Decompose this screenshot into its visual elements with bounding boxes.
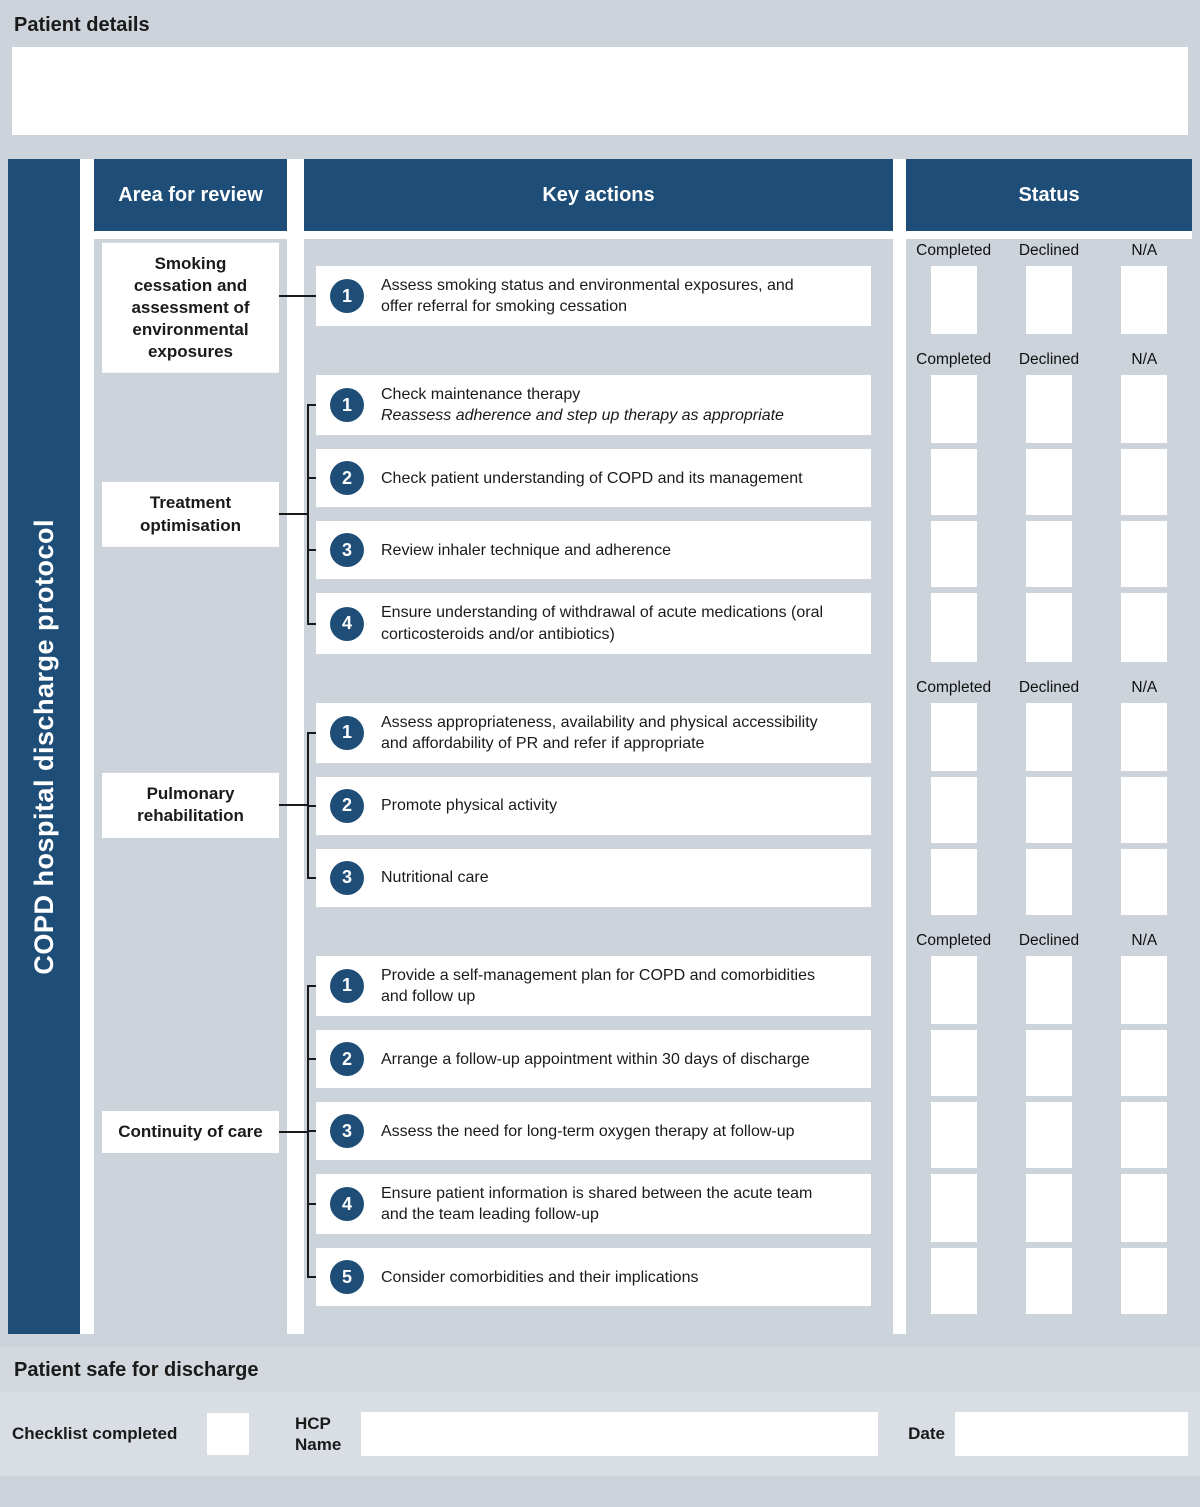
checkbox-declined[interactable] — [1026, 1174, 1072, 1242]
status-header: Status — [906, 159, 1192, 231]
checkbox-na[interactable] — [1121, 703, 1167, 771]
status-option-completed: Completed — [916, 678, 992, 696]
action-text: Check maintenance therapy Reassess adherence and step up therapy as appropriate — [381, 386, 784, 425]
date-label: Date — [908, 1424, 945, 1444]
connector-line — [307, 404, 309, 624]
action-item — [316, 849, 871, 907]
protocol-title: COPD hospital discharge protocol — [28, 518, 59, 975]
checkbox-na[interactable] — [1121, 375, 1167, 443]
action-number-badge: 4 — [330, 1187, 364, 1221]
protocol-table — [8, 159, 1192, 1334]
action-number-badge: 2 — [330, 789, 364, 823]
action-item — [316, 593, 871, 653]
section-treatment-optimisation — [94, 348, 1192, 667]
action-number-badge: 3 — [330, 533, 364, 567]
action-number-badge: 2 — [330, 461, 364, 495]
checkbox-completed[interactable] — [931, 521, 977, 587]
action-text: Review inhaler technique and adherence — [381, 541, 671, 559]
status-checkbox-row — [906, 1174, 1192, 1242]
status-checkbox-row — [906, 593, 1192, 661]
checkbox-na[interactable] — [1121, 1174, 1167, 1242]
checkbox-declined[interactable] — [1026, 1030, 1072, 1096]
checkbox-na[interactable] — [1121, 593, 1167, 661]
status-checkbox-row — [906, 266, 1192, 334]
checkbox-na[interactable] — [1121, 849, 1167, 915]
checkbox-completed[interactable] — [931, 777, 977, 843]
protocol-sidebar — [8, 159, 80, 1334]
status-options-row — [906, 348, 1192, 375]
checkbox-completed[interactable] — [931, 1102, 977, 1168]
status-option-na: N/A — [1131, 242, 1158, 259]
checklist-completed-label: Checklist completed — [12, 1424, 178, 1444]
hcp-name-label: HCP Name — [295, 1414, 342, 1455]
status-checkbox-row — [906, 1030, 1192, 1096]
action-number-badge: 1 — [330, 279, 364, 313]
status-checkbox-row — [906, 777, 1192, 843]
action-text: Consider comorbidities and their implications — [381, 1268, 699, 1286]
section-continuity-of-care — [94, 929, 1192, 1320]
checkbox-declined[interactable] — [1026, 449, 1072, 515]
action-text: Assess smoking status and environmental exposures, and offer referral for smoking cessation — [381, 277, 794, 316]
checkbox-completed[interactable] — [931, 703, 977, 771]
section-pulmonary-rehabilitation — [94, 676, 1192, 921]
checkbox-completed[interactable] — [931, 956, 977, 1024]
status-option-na: N/A — [1131, 351, 1158, 369]
checkbox-na[interactable] — [1121, 1030, 1167, 1096]
action-text: Assess the need for long-term oxygen therapy at follow-up — [381, 1122, 795, 1140]
action-text: Promote physical activity — [381, 797, 558, 815]
area-label: Smoking cessation and assessment of environmental exposures — [102, 243, 279, 373]
checkbox-na[interactable] — [1121, 521, 1167, 587]
protocol-content — [94, 159, 1192, 1334]
action-item — [316, 375, 871, 435]
action-number-badge: 5 — [330, 1260, 364, 1294]
checkbox-na[interactable] — [1121, 956, 1167, 1024]
action-item — [316, 266, 871, 326]
action-text: Provide a self-management plan for COPD and comorbidities and follow up — [381, 966, 815, 1005]
status-option-declined: Declined — [1018, 678, 1080, 696]
checkbox-completed[interactable] — [931, 1030, 977, 1096]
checkbox-na[interactable] — [1121, 449, 1167, 515]
key-actions-header: Key actions — [304, 159, 893, 231]
status-option-completed: Completed — [916, 931, 992, 949]
checkbox-declined[interactable] — [1026, 521, 1072, 587]
status-option-completed: Completed — [916, 351, 992, 369]
action-number-badge: 1 — [330, 388, 364, 422]
checkbox-completed[interactable] — [931, 375, 977, 443]
sections — [94, 239, 1192, 1334]
action-item — [316, 703, 871, 763]
date-input[interactable] — [955, 1412, 1188, 1456]
status-checkbox-row — [906, 449, 1192, 515]
checkbox-declined[interactable] — [1026, 956, 1072, 1024]
checkbox-na[interactable] — [1121, 1248, 1167, 1314]
patient-details-section — [0, 0, 1200, 135]
checkbox-completed[interactable] — [931, 1174, 977, 1242]
area-label: Continuity of care — [102, 1111, 279, 1153]
status-checkbox-row — [906, 1248, 1192, 1314]
status-checkbox-row — [906, 703, 1192, 771]
connector-line — [274, 513, 309, 515]
action-text: Ensure understanding of withdrawal of acute medications (oral corticosteroids and/or antibiotics) — [381, 604, 824, 643]
action-item — [316, 521, 871, 579]
checkbox-declined[interactable] — [1026, 849, 1072, 915]
checkbox-completed[interactable] — [931, 1248, 977, 1314]
action-number-badge: 4 — [330, 607, 364, 641]
action-text: Ensure patient information is shared between the acute team and the team leading follow-up — [381, 1185, 813, 1224]
action-text: Nutritional care — [381, 869, 489, 887]
action-item — [316, 777, 871, 835]
action-item — [316, 1248, 871, 1306]
area-label: Treatment optimisation — [102, 482, 279, 546]
status-checkbox-row — [906, 956, 1192, 1024]
status-checkbox-row — [906, 521, 1192, 587]
status-checkbox-row — [906, 849, 1192, 915]
action-item — [316, 1030, 871, 1088]
hcp-name-input[interactable] — [361, 1412, 878, 1456]
status-checkbox-row — [906, 375, 1192, 443]
footer-title: Patient safe for discharge — [14, 1359, 259, 1382]
checkbox-na[interactable] — [1121, 266, 1167, 334]
action-number-badge: 3 — [330, 1114, 364, 1148]
patient-details-title: Patient details — [14, 14, 150, 36]
checkbox-na[interactable] — [1121, 777, 1167, 843]
connector-line — [274, 804, 309, 806]
connector-line — [274, 1131, 309, 1133]
action-item — [316, 956, 871, 1016]
status-option-na: N/A — [1131, 678, 1158, 696]
action-item — [316, 1174, 871, 1234]
action-number-badge: 2 — [330, 1042, 364, 1076]
checkbox-declined[interactable] — [1026, 703, 1072, 771]
status-option-completed: Completed — [916, 242, 992, 259]
checkbox-declined[interactable] — [1026, 777, 1072, 843]
action-number-badge: 3 — [330, 861, 364, 895]
footer-discharge-section — [0, 1347, 1200, 1476]
checkbox-declined[interactable] — [1026, 266, 1072, 334]
action-number-badge: 1 — [330, 716, 364, 750]
action-text: Assess appropriateness, availability and physical accessibility and affordability of PR and refer if appropriate — [381, 713, 818, 752]
action-text: Check patient understanding of COPD and its management — [381, 469, 803, 487]
checkbox-completed[interactable] — [931, 849, 977, 915]
status-option-declined: Declined — [1018, 931, 1080, 949]
status-options-row — [906, 676, 1192, 703]
status-option-declined: Declined — [1018, 351, 1080, 369]
column-headers — [94, 159, 1192, 231]
action-number-badge: 1 — [330, 969, 364, 1003]
checkbox-completed[interactable] — [931, 266, 977, 334]
footer-row — [0, 1392, 1200, 1476]
connector-line — [274, 295, 309, 297]
checkbox-completed[interactable] — [931, 449, 977, 515]
section-smoking-cessation — [94, 239, 1192, 362]
status-options-row — [906, 239, 1192, 266]
checkbox-declined[interactable] — [1026, 375, 1072, 443]
action-item — [316, 1102, 871, 1160]
status-checkbox-row — [906, 1102, 1192, 1168]
checklist-completed-checkbox[interactable] — [207, 1413, 249, 1455]
action-item — [316, 449, 871, 507]
action-text: Arrange a follow-up appointment within 30 days of discharge — [381, 1050, 810, 1068]
checkbox-completed[interactable] — [931, 593, 977, 661]
checkbox-declined[interactable] — [1026, 1248, 1072, 1314]
checkbox-na[interactable] — [1121, 1102, 1167, 1168]
status-option-na: N/A — [1131, 931, 1158, 949]
checkbox-declined[interactable] — [1026, 1102, 1072, 1168]
status-option-declined: Declined — [1018, 242, 1080, 259]
checkbox-declined[interactable] — [1026, 593, 1072, 661]
area-for-review-header: Area for review — [94, 159, 287, 231]
patient-details-input[interactable] — [12, 47, 1188, 135]
area-label: Pulmonary rehabilitation — [102, 773, 279, 837]
status-options-row — [906, 929, 1192, 956]
